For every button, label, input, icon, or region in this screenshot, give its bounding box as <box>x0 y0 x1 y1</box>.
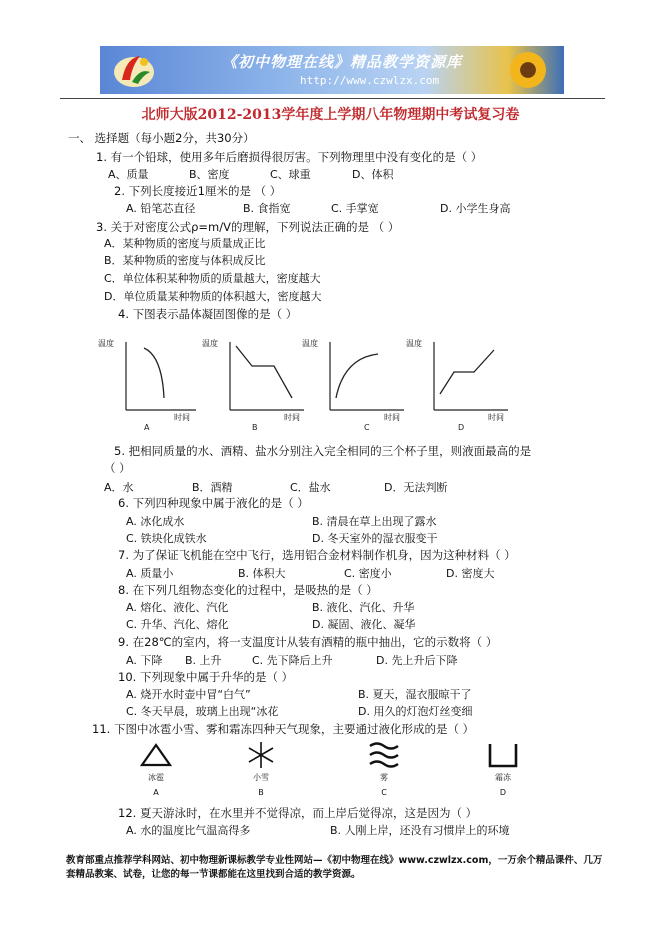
icon-letter-d: D <box>499 788 507 797</box>
q2-option-d: D. 小学生身高 <box>440 202 511 215</box>
q6-option-b: B. 清晨在草上出现了露水 <box>312 515 437 528</box>
graph-c-letter: C <box>364 423 370 432</box>
question-10: 10. 下列现象中属于升华的是（ ） <box>118 670 294 684</box>
q7-option-d: D. 密度大 <box>446 567 495 580</box>
q7-option-b: B. 体积大 <box>238 567 286 580</box>
hail-icon <box>140 742 172 768</box>
icon-label-d: 霜冻 <box>495 773 511 782</box>
question-5-answer-blank: （ ） <box>104 461 131 475</box>
snow-icon <box>246 740 276 770</box>
icon-letter-c: C <box>381 788 387 797</box>
q1-option-c: C、球重 <box>270 168 311 181</box>
graph-b <box>200 332 312 432</box>
q6-option-d: D. 冬天室外的湿衣服变干 <box>312 532 438 545</box>
graph-b-letter: B <box>252 423 258 432</box>
graph-a-xlabel: 时间 <box>174 413 190 422</box>
q3-option-d: D．单位质量某种物质的体积越大，密度越大 <box>104 290 322 303</box>
question-3: 3. 关于对密度公式ρ=m/V的理解，下列说法正确的是 （ ） <box>96 220 400 234</box>
icon-label-b: 小雪 <box>253 773 269 782</box>
q12-option-b: B. 人刚上岸，还没有习惯岸上的环境 <box>330 824 510 837</box>
header-banner <box>100 46 564 94</box>
graph-b-ylabel: 温度 <box>202 339 218 348</box>
graph-c-xlabel: 时间 <box>384 413 400 422</box>
sunflower-icon <box>510 52 546 88</box>
q7-option-c: C. 密度小 <box>344 567 392 580</box>
q7-option-a: A. 质量小 <box>126 567 174 580</box>
question-2: 2. 下列长度接近1厘米的是 （ ） <box>114 184 282 198</box>
graph-a <box>96 332 208 432</box>
q3-option-b: B．某种物质的密度与体积成反比 <box>104 254 266 267</box>
question-11: 11. 下图中冰雹小雪、雾和霜冻四种天气现象，主要通过液化形成的是（ ） <box>92 722 475 736</box>
question-9: 9. 在28℃的室内，将一支温度计从装有酒精的瓶中抽出，它的示数将（ ） <box>118 635 498 649</box>
q2-option-b: B. 食指宽 <box>243 202 291 215</box>
q9-option-a: A. 下降 <box>126 654 163 667</box>
graph-c <box>300 332 412 432</box>
q12-option-a: A. 水的温度比气温高得多 <box>126 824 251 837</box>
section-heading: 一、 选择题（每小题2分，共30分） <box>68 131 255 145</box>
graph-a-ylabel: 温度 <box>98 339 114 348</box>
page-title: 北师大版2012-2013学年度上学期八年物理期中考试复习卷 <box>141 107 520 123</box>
q1-option-b: B、密度 <box>189 168 230 181</box>
icon-label-a: 冰雹 <box>148 773 164 782</box>
q2-option-c: C. 手掌宽 <box>331 202 379 215</box>
graph-a-letter: A <box>144 423 150 432</box>
graph-d-letter: D <box>458 423 465 432</box>
graph-d <box>404 332 516 432</box>
q10-option-a: A. 烧开水时壶中冒“白气” <box>126 688 251 701</box>
q5-option-d: D．无法判断 <box>384 481 448 494</box>
icon-letter-a: A <box>153 788 159 797</box>
q1-option-a: A、质量 <box>108 168 149 181</box>
q5-option-b: B．酒精 <box>192 481 233 494</box>
graph-d-xlabel: 时间 <box>488 413 504 422</box>
footer-note: 教育部重点推荐学科网站、初中物理新课标教学专业性网站—《初中物理在线》www.czwlzx.com，一万余个精品课件、几万套精品教案、试卷，让您的每一节课都能在这里找到合适的教学资源。 <box>66 855 603 880</box>
q9-option-c: C. 先下降后上升 <box>252 654 333 667</box>
banner-title: 《初中物理在线》精品教学资源库 <box>222 53 463 71</box>
q3-option-a: A．某种物质的密度与质量成正比 <box>104 237 266 250</box>
graph-c-ylabel: 温度 <box>302 339 318 348</box>
question-6: 6. 下列四种现象中属于液化的是（ ） <box>118 496 309 510</box>
q6-option-c: C. 铁块化成铁水 <box>126 532 207 545</box>
question-12: 12. 夏天游泳时，在水里并不觉得凉，而上岸后觉得凉，这是因为（ ） <box>118 806 478 820</box>
q8-option-a: A. 熔化、液化、汽化 <box>126 601 229 614</box>
q1-option-d: D、体积 <box>352 168 394 181</box>
banner-url: http://www.czwlzx.com <box>300 74 440 87</box>
graph-b-xlabel: 时间 <box>284 413 300 422</box>
question-1: 1. 有一个铅球，使用多年后磨损得很厉害。下列物理里中没有变化的是（ ） <box>96 150 483 164</box>
question-7: 7. 为了保证飞机能在空中飞行，选用铝合金材料制作机身，因为这种材料（ ） <box>118 548 516 562</box>
icon-label-c: 雾 <box>380 773 388 782</box>
q9-option-d: D. 先上升后下降 <box>376 654 458 667</box>
question-5: 5. 把相同质量的水、酒精、盐水分别注入完全相同的三个杯子里，则液面最高的是 <box>114 444 532 458</box>
q2-option-a: A. 铅笔芯直径 <box>126 202 196 215</box>
q5-option-c: C．盐水 <box>290 481 331 494</box>
q3-option-c: C．单位体积某种物质的质量越大，密度越大 <box>104 272 321 285</box>
q10-option-c: C. 冬天早晨，玻璃上出现“冰花 <box>126 705 279 718</box>
q10-option-b: B. 夏天，湿衣服晾干了 <box>358 688 472 701</box>
graph-d-ylabel: 温度 <box>406 339 422 348</box>
q9-option-b: B. 上升 <box>185 654 222 667</box>
question-8: 8. 在下列几组物态变化的过程中，是吸热的是（ ） <box>118 583 378 597</box>
fog-icon <box>368 740 400 770</box>
q6-option-a: A. 冰化成水 <box>126 515 185 528</box>
q8-option-d: D. 凝固、液化、凝华 <box>312 618 416 631</box>
question-4: 4. 下图表示晶体凝固图像的是（ ） <box>118 307 298 321</box>
frost-icon <box>486 740 520 770</box>
site-logo-icon <box>112 50 156 90</box>
q5-option-a: A．水 <box>104 481 134 494</box>
q8-option-b: B. 液化、汽化、升华 <box>312 601 415 614</box>
icon-letter-b: B <box>258 788 264 797</box>
divider <box>60 98 605 99</box>
q8-option-c: C. 升华、汽化、熔化 <box>126 618 229 631</box>
q10-option-d: D. 用久的灯泡灯丝变细 <box>358 705 473 718</box>
